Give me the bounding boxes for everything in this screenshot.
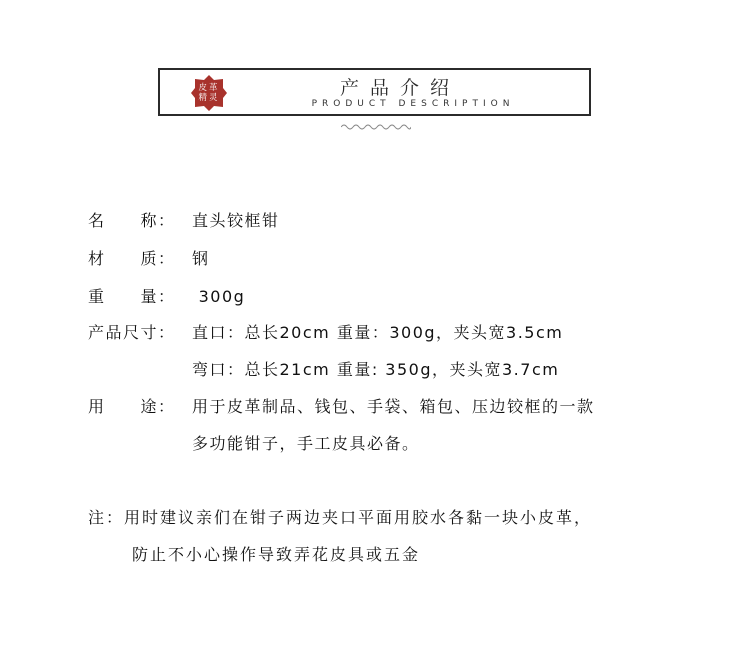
spec-row-material: [88, 249, 210, 269]
spec-value: 用于皮革制品、钱包、手袋、箱包、压边铰框的一款: [192, 397, 595, 416]
logo-text-line1: 皮革: [198, 83, 220, 93]
spec-value: 钢: [192, 249, 210, 268]
spec-label: 名 称：: [88, 211, 176, 230]
spec-label: 材 质：: [88, 249, 176, 268]
spec-label: 产品尺寸：: [88, 323, 176, 342]
note-line2: 防止不小心操作导致弄花皮具或五金: [132, 545, 421, 564]
brand-logo: [190, 74, 228, 112]
title-chinese: 产品介绍: [339, 77, 460, 99]
product-description-header: [158, 68, 591, 116]
spec-label: 重 量：: [88, 287, 176, 306]
spec-value: 直口：总长20cm 重量：300g，夹头宽3.5cm: [192, 323, 564, 342]
spec-size-line2: 弯口：总长21cm 重量: 350g，夹头宽3.7cm: [192, 360, 560, 379]
spec-row-use: [88, 397, 595, 417]
spec-value: 直头铰框钳: [192, 211, 280, 230]
spec-label: 用 途：: [88, 397, 176, 416]
title-english: PRODUCT DESCRIPTION: [311, 99, 515, 109]
spec-use-line2: 多功能钳子，手工皮具必备。: [192, 434, 420, 453]
note-line1: 注：用时建议亲们在钳子两边夹口平面用胶水各黏一块小皮革，: [88, 508, 593, 527]
spec-row-weight: [88, 287, 245, 307]
spec-value: 300g: [192, 287, 246, 306]
spec-row-size: [88, 323, 563, 343]
spec-row-name: [88, 211, 280, 231]
logo-text-line2: 精灵: [198, 93, 220, 103]
decorative-wave-icon: [341, 123, 411, 131]
